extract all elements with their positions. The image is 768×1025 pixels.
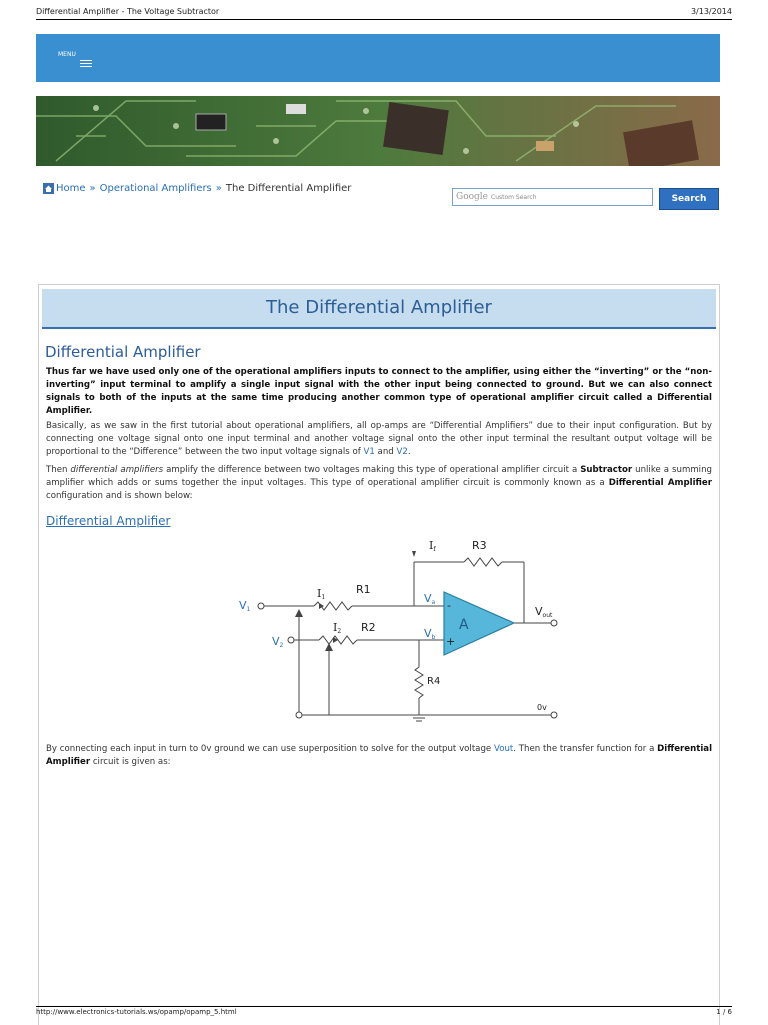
home-icon[interactable] [43, 183, 54, 194]
p1-end: . [407, 447, 411, 457]
label-plus: + [446, 635, 456, 648]
breadcrumb-current: The Differential Amplifier [225, 183, 352, 194]
search-placeholder: Custom Search [491, 193, 537, 201]
label-r2: R2 [361, 621, 376, 634]
section-heading: Differential Amplifier [45, 343, 201, 361]
breadcrumb-separator: » [89, 183, 96, 194]
svg-text:Vout [535, 605, 553, 619]
search-form [452, 188, 719, 210]
p3-text-c: circuit is given as: [90, 757, 171, 767]
p2-emphasis: differential amplifiers [70, 465, 164, 475]
print-footer [36, 1006, 732, 1020]
p2-text-a: Then [46, 465, 71, 475]
svg-text:Vb [424, 627, 436, 641]
svg-text:If [429, 539, 436, 553]
article-title: The Differential Amplifier [42, 289, 716, 329]
breadcrumb-separator: » [215, 183, 222, 194]
differential-amplifier-circuit [239, 535, 569, 725]
label-i2: I [333, 621, 338, 634]
hamburger-icon[interactable] [80, 60, 92, 69]
menu-label[interactable]: MENU [58, 51, 76, 58]
google-brand: Google [456, 192, 488, 202]
svg-text:I1 [317, 587, 325, 601]
p3-differential-amplifier: Differential Amplifier [46, 744, 713, 767]
label-r3: R3 [472, 539, 487, 552]
menu-bar [36, 34, 720, 82]
banner-image [36, 96, 720, 166]
v1-link[interactable]: V1 [363, 447, 375, 457]
breadcrumb-operational-amplifiers[interactable]: Operational Amplifiers [99, 183, 212, 194]
article [38, 284, 720, 1025]
paragraph-2 [46, 464, 712, 503]
v2-link[interactable]: V2 [396, 447, 408, 457]
svg-text:V2 [272, 635, 284, 649]
label-r4: R4 [427, 676, 441, 687]
intro-paragraph [46, 366, 712, 418]
breadcrumb-home[interactable]: Home [56, 183, 86, 194]
p2-text-d: configuration and is shown below: [46, 491, 193, 501]
search-button[interactable]: Search [659, 188, 719, 210]
label-minus: - [447, 599, 451, 612]
label-ground: 0v [537, 703, 547, 712]
p2-subtractor: Subtractor [580, 465, 633, 475]
print-header [36, 7, 732, 20]
label-vb: V [424, 627, 432, 640]
label-v2: V [272, 635, 280, 648]
paragraph-1 [46, 420, 712, 459]
intro-text: Thus far we have used only one of the operational amplifiers inputs to connect to the amplifier, using either the “inverting” or the “non-inverting” input terminal to amplify a single input signal with the other input being connected to ground. But we can also connect signals to both of the inputs at the same time producing another common type of operational amplifier circuit called a Differential Amplifier. [46, 367, 712, 416]
vout-link[interactable]: Vout [493, 744, 514, 754]
label-va-sub: a [431, 599, 436, 606]
label-v1: V [239, 599, 247, 612]
search-input[interactable] [452, 188, 653, 206]
label-i1: I [317, 587, 322, 600]
label-if: I [429, 539, 434, 552]
paragraph-3 [46, 743, 712, 769]
p2-text-c: unlike a summing amplifier which adds or sums together the input voltages. This type of operational amplifier circuit is commonly known as a [46, 465, 712, 488]
figure-link[interactable]: Differential Amplifier [46, 514, 171, 528]
label-va: V [424, 592, 432, 605]
svg-text:V1 [239, 599, 251, 613]
p3-text-b: . Then the transfer function for a [513, 744, 658, 754]
label-if-sub: f [433, 546, 436, 553]
print-footer-page: 1 / 6 [716, 1008, 732, 1016]
label-i1-sub: 1 [321, 594, 326, 601]
label-vout-sub: out [542, 612, 553, 619]
label-r1: R1 [356, 583, 371, 596]
print-header-title: Differential Amplifier - The Voltage Subtractor [36, 7, 220, 16]
print-footer-url: http://www.electronics-tutorials.ws/opamp/opamp_5.html [36, 1008, 237, 1016]
p2-text-b: amplify the difference between two voltages making this type of operational amplifier circuit a [163, 465, 581, 475]
p1-text: Basically, as we saw in the first tutorial about operational amplifiers, all op-amps are “Differential Amplifiers” due to their input configuration. But by connecting one voltage signal onto one input terminal and another voltage signal onto the other input terminal the resultant output voltage will be proportional to the “Difference” between the two input voltage signals of [46, 421, 712, 457]
label-vb-sub: b [431, 634, 436, 641]
svg-text:I2 [333, 621, 341, 635]
label-v2-sub: 2 [279, 642, 284, 649]
label-vout: V [535, 605, 543, 618]
circuit-board-banner [36, 96, 720, 166]
svg-text:Va [424, 592, 436, 606]
print-header-date: 3/13/2014 [690, 7, 732, 16]
breadcrumb [43, 183, 351, 194]
p3-text-a: By connecting each input in turn to 0v ground we can use superposition to solve for the output voltage [46, 744, 494, 754]
label-amp: A [459, 617, 469, 633]
p1-and: and [374, 447, 397, 457]
p2-differential-amplifier: Differential Amplifier [608, 478, 712, 488]
label-v1-sub: 1 [246, 606, 251, 613]
label-i2-sub: 2 [337, 628, 342, 635]
